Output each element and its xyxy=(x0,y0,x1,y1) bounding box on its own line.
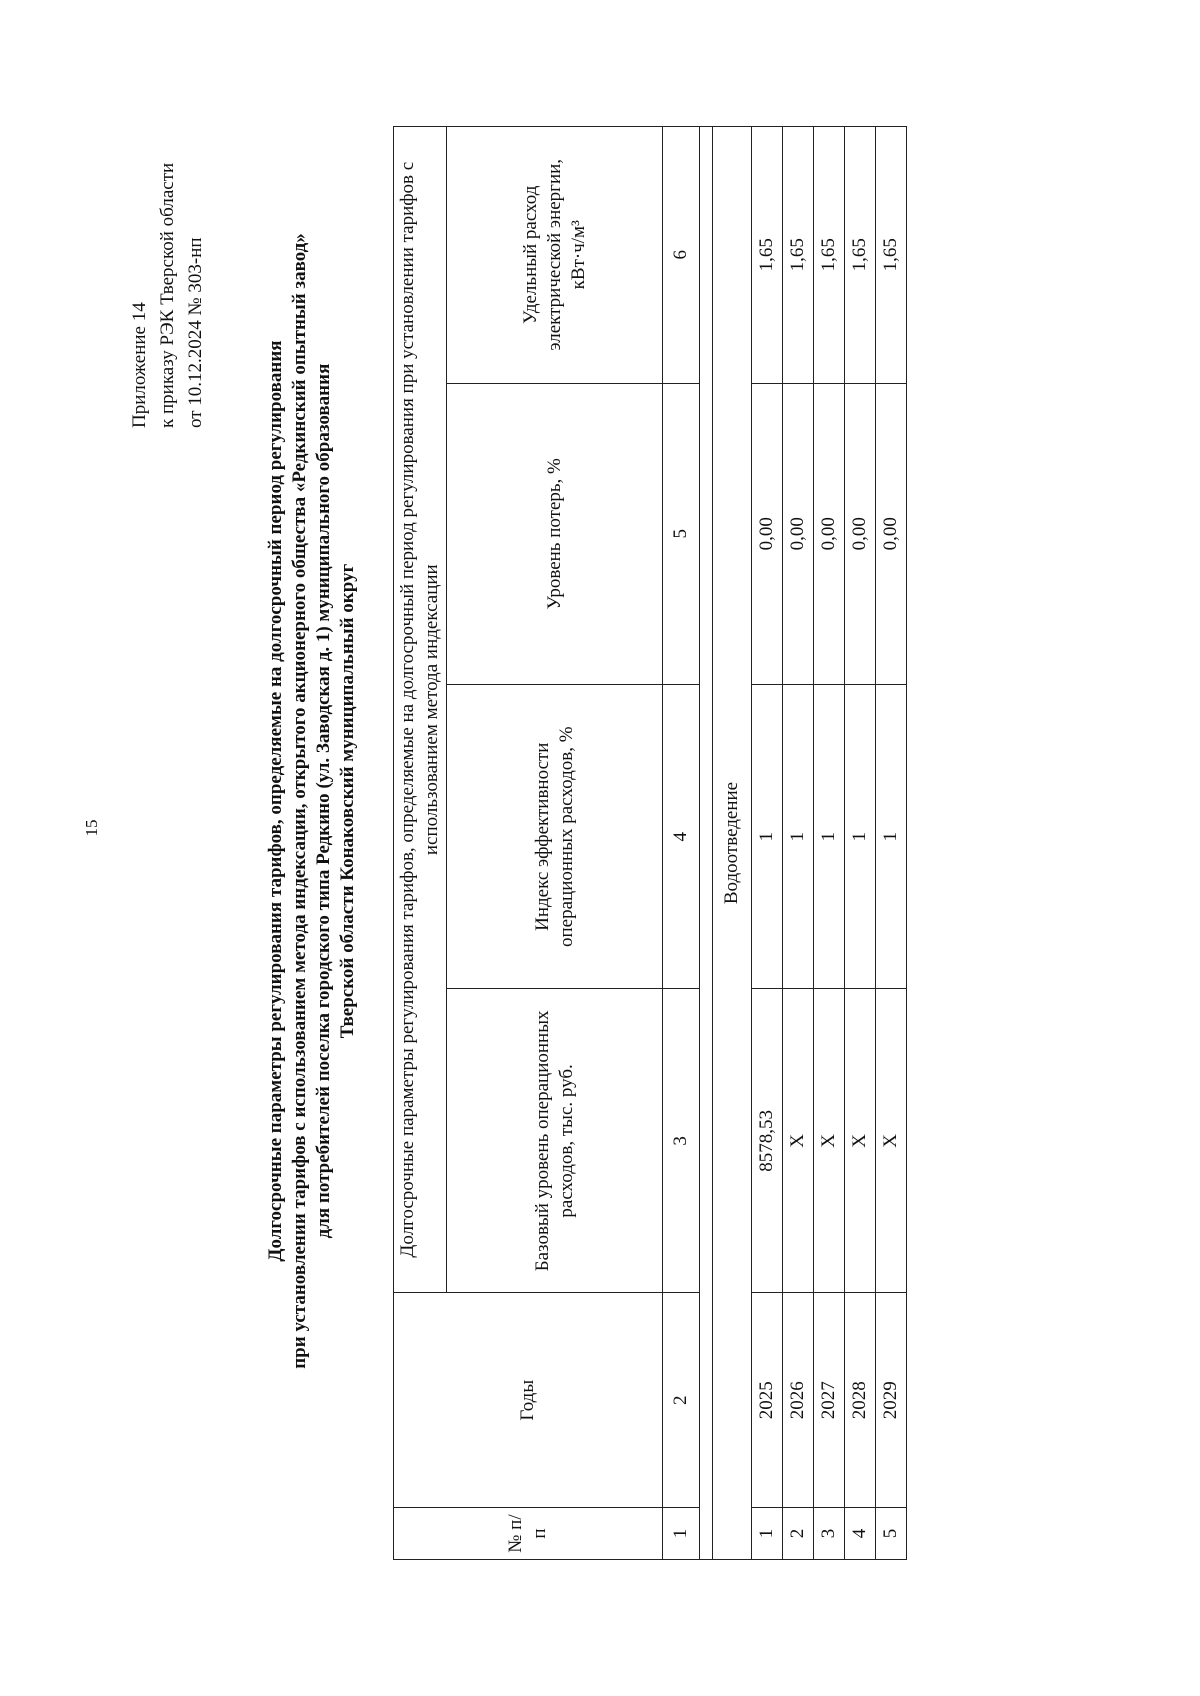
title-line-4: Тверской области Конаковский муниципальный округ xyxy=(337,563,358,1039)
header-base-opex: Базовый уровень операционных расходов, тыс. руб. xyxy=(447,989,663,1293)
title-line-1: Долгосрочные параметры регулирования тарифов, определяемые на долгосрочный период регулирования xyxy=(265,340,286,1262)
column-number: 4 xyxy=(663,685,700,989)
header-efficiency-index: Индекс эффективности операционных расходов, % xyxy=(447,685,663,989)
row-efficiency-index: 1 xyxy=(845,685,876,989)
row-loss-level: 0,00 xyxy=(814,383,845,685)
row-energy-consumption: 1,65 xyxy=(783,127,814,384)
title-line-3: для потребителей поселка городского типа Редкино (ул. Заводская д. 1) муниципального образования xyxy=(313,363,334,1239)
row-efficiency-index: 1 xyxy=(783,685,814,989)
header-years: Годы xyxy=(394,1293,663,1508)
row-year: 2029 xyxy=(876,1293,907,1508)
appendix-line-1: Приложение 14 xyxy=(129,302,150,428)
section-title: Водоотведение xyxy=(713,127,752,1560)
row-year: 2025 xyxy=(752,1293,783,1508)
table-row xyxy=(752,127,783,1560)
row-energy-consumption: 1,65 xyxy=(876,127,907,384)
row-year: 2026 xyxy=(783,1293,814,1508)
header-loss-level: Уровень потерь, % xyxy=(447,383,663,685)
row-energy-consumption: 1,65 xyxy=(845,127,876,384)
row-loss-level: 0,00 xyxy=(876,383,907,685)
table-row xyxy=(814,127,845,1560)
row-efficiency-index: 1 xyxy=(752,685,783,989)
table-row xyxy=(783,127,814,1560)
table-row xyxy=(876,127,907,1560)
column-number: 1 xyxy=(663,1508,700,1560)
appendix-reference xyxy=(126,163,210,428)
appendix-line-2: к приказу РЭК Тверской области xyxy=(157,162,178,428)
row-base-opex: 8578,53 xyxy=(752,989,783,1293)
row-number: 4 xyxy=(845,1508,876,1560)
title-line-2: при установлении тарифов с использованием метода индексации, открытого акционерного общества «Редкинский опытный завод» xyxy=(289,233,310,1369)
row-base-opex: Х xyxy=(814,989,845,1293)
column-number: 6 xyxy=(663,127,700,384)
parameters-table xyxy=(393,126,907,1560)
row-number: 1 xyxy=(752,1508,783,1560)
header-energy-consumption: Удельный расход электрической энергии, кВт·ч/м³ xyxy=(447,127,663,384)
row-loss-level: 0,00 xyxy=(845,383,876,685)
spacer-cell xyxy=(700,127,713,1560)
row-number: 5 xyxy=(876,1508,907,1560)
row-year: 2027 xyxy=(814,1293,845,1508)
row-energy-consumption: 1,65 xyxy=(814,127,845,384)
row-base-opex: Х xyxy=(783,989,814,1293)
row-energy-consumption: 1,65 xyxy=(752,127,783,384)
row-efficiency-index: 1 xyxy=(814,685,845,989)
row-number: 2 xyxy=(783,1508,814,1560)
document-title xyxy=(264,166,360,1436)
appendix-line-3: от 10.12.2024 № 303-нп xyxy=(185,237,206,428)
column-number: 3 xyxy=(663,989,700,1293)
header-group: Долгосрочные параметры регулирования тарифов, определяемые на долгосрочный период регулирования при установлении тарифов с использованием метода индексации xyxy=(394,127,447,1293)
row-loss-level: 0,00 xyxy=(752,383,783,685)
column-number: 5 xyxy=(663,383,700,685)
column-number-row xyxy=(663,127,700,1560)
section-row xyxy=(713,127,752,1560)
header-number: № п/п xyxy=(394,1508,663,1560)
row-loss-level: 0,00 xyxy=(783,383,814,685)
header-row xyxy=(394,127,447,1560)
column-number: 2 xyxy=(663,1293,700,1508)
spacer-row xyxy=(700,127,713,1560)
page-number: 15 xyxy=(82,819,101,837)
table-row xyxy=(845,127,876,1560)
row-efficiency-index: 1 xyxy=(876,685,907,989)
row-base-opex: Х xyxy=(876,989,907,1293)
row-number: 3 xyxy=(814,1508,845,1560)
row-year: 2028 xyxy=(845,1293,876,1508)
row-base-opex: Х xyxy=(845,989,876,1293)
